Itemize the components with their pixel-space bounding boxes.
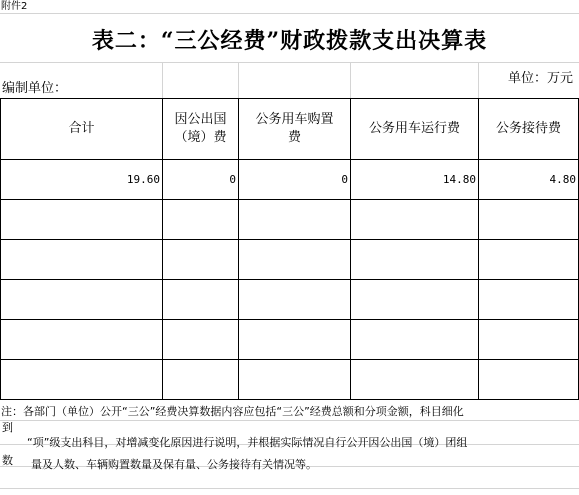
header-cell-total[interactable]: 合计 — [1, 99, 163, 160]
table-row — [1, 160, 579, 200]
table-cell[interactable] — [479, 240, 579, 280]
table-cell[interactable] — [1, 320, 163, 360]
cell-total-value[interactable]: 19.60 — [1, 160, 163, 200]
table-cell[interactable] — [351, 360, 479, 400]
compiler-label: 编制单位： — [2, 81, 68, 96]
gridline — [0, 488, 579, 489]
header-cell-overseas-travel[interactable]: 因公出国 （境）费 — [163, 99, 239, 160]
footnote-line-2: “项”级支出科目，对增减变化原因进行说明，并根据实际情况自行公开因公出国（境）团组 — [27, 436, 468, 449]
table-cell[interactable] — [239, 320, 351, 360]
table-cell[interactable] — [163, 360, 239, 400]
gridline — [238, 62, 239, 98]
attachment-label: 附件2 — [1, 1, 28, 12]
cell-overseas-travel-value[interactable]: 0 — [163, 160, 239, 200]
gridline — [350, 62, 351, 98]
table-row — [1, 320, 579, 360]
footnote-line-1: 注：各部门（单位）公开“三公”经费决算数据内容应包括“三公”经费总额和分项金额，科目细化 — [1, 405, 464, 418]
header-cell-vehicle-purchase[interactable]: 公务用车购置 费 — [239, 99, 351, 160]
gridline — [0, 13, 579, 14]
table-cell[interactable] — [351, 320, 479, 360]
table-cell[interactable] — [239, 280, 351, 320]
table-cell[interactable] — [479, 280, 579, 320]
cell-reception-value[interactable]: 4.80 — [479, 160, 579, 200]
expense-table — [0, 98, 579, 400]
table-cell[interactable] — [479, 200, 579, 240]
table-row — [1, 240, 579, 280]
footnote-line-3: 量及人数、车辆购置数量及保有量、公务接待有关情况等。 — [31, 458, 317, 471]
table-cell[interactable] — [163, 280, 239, 320]
table-row — [1, 360, 579, 400]
cell-vehicle-purchase-value[interactable]: 0 — [239, 160, 351, 200]
cell-vehicle-operation-value[interactable]: 14.80 — [351, 160, 479, 200]
gridline — [162, 62, 163, 98]
header-cell-reception[interactable]: 公务接待费 — [479, 99, 579, 160]
table-header-row — [1, 99, 579, 160]
table-cell[interactable] — [479, 320, 579, 360]
table-cell[interactable] — [351, 280, 479, 320]
table-cell[interactable] — [479, 360, 579, 400]
unit-label: 单位：万元 — [507, 71, 573, 86]
table-cell[interactable] — [1, 360, 163, 400]
table-cell[interactable] — [239, 240, 351, 280]
header-cell-vehicle-operation[interactable]: 公务用车运行费 — [351, 99, 479, 160]
footnote-wrap-2: 数 — [2, 454, 13, 467]
gridline — [478, 62, 479, 98]
table-cell[interactable] — [1, 200, 163, 240]
table-cell[interactable] — [239, 360, 351, 400]
table-cell[interactable] — [351, 200, 479, 240]
page-title: 表二：“三公经费”财政拨款支出决算表 — [91, 28, 488, 54]
table-cell[interactable] — [1, 240, 163, 280]
footnote — [1, 401, 577, 476]
table-cell[interactable] — [163, 200, 239, 240]
table-cell[interactable] — [239, 200, 351, 240]
table-cell[interactable] — [1, 280, 163, 320]
footnote-wrap-1: 到 — [2, 421, 13, 434]
table-row — [1, 200, 579, 240]
table-row — [1, 280, 579, 320]
gridline — [0, 62, 579, 63]
table-cell[interactable] — [163, 240, 239, 280]
table-cell[interactable] — [351, 240, 479, 280]
table-cell[interactable] — [163, 320, 239, 360]
